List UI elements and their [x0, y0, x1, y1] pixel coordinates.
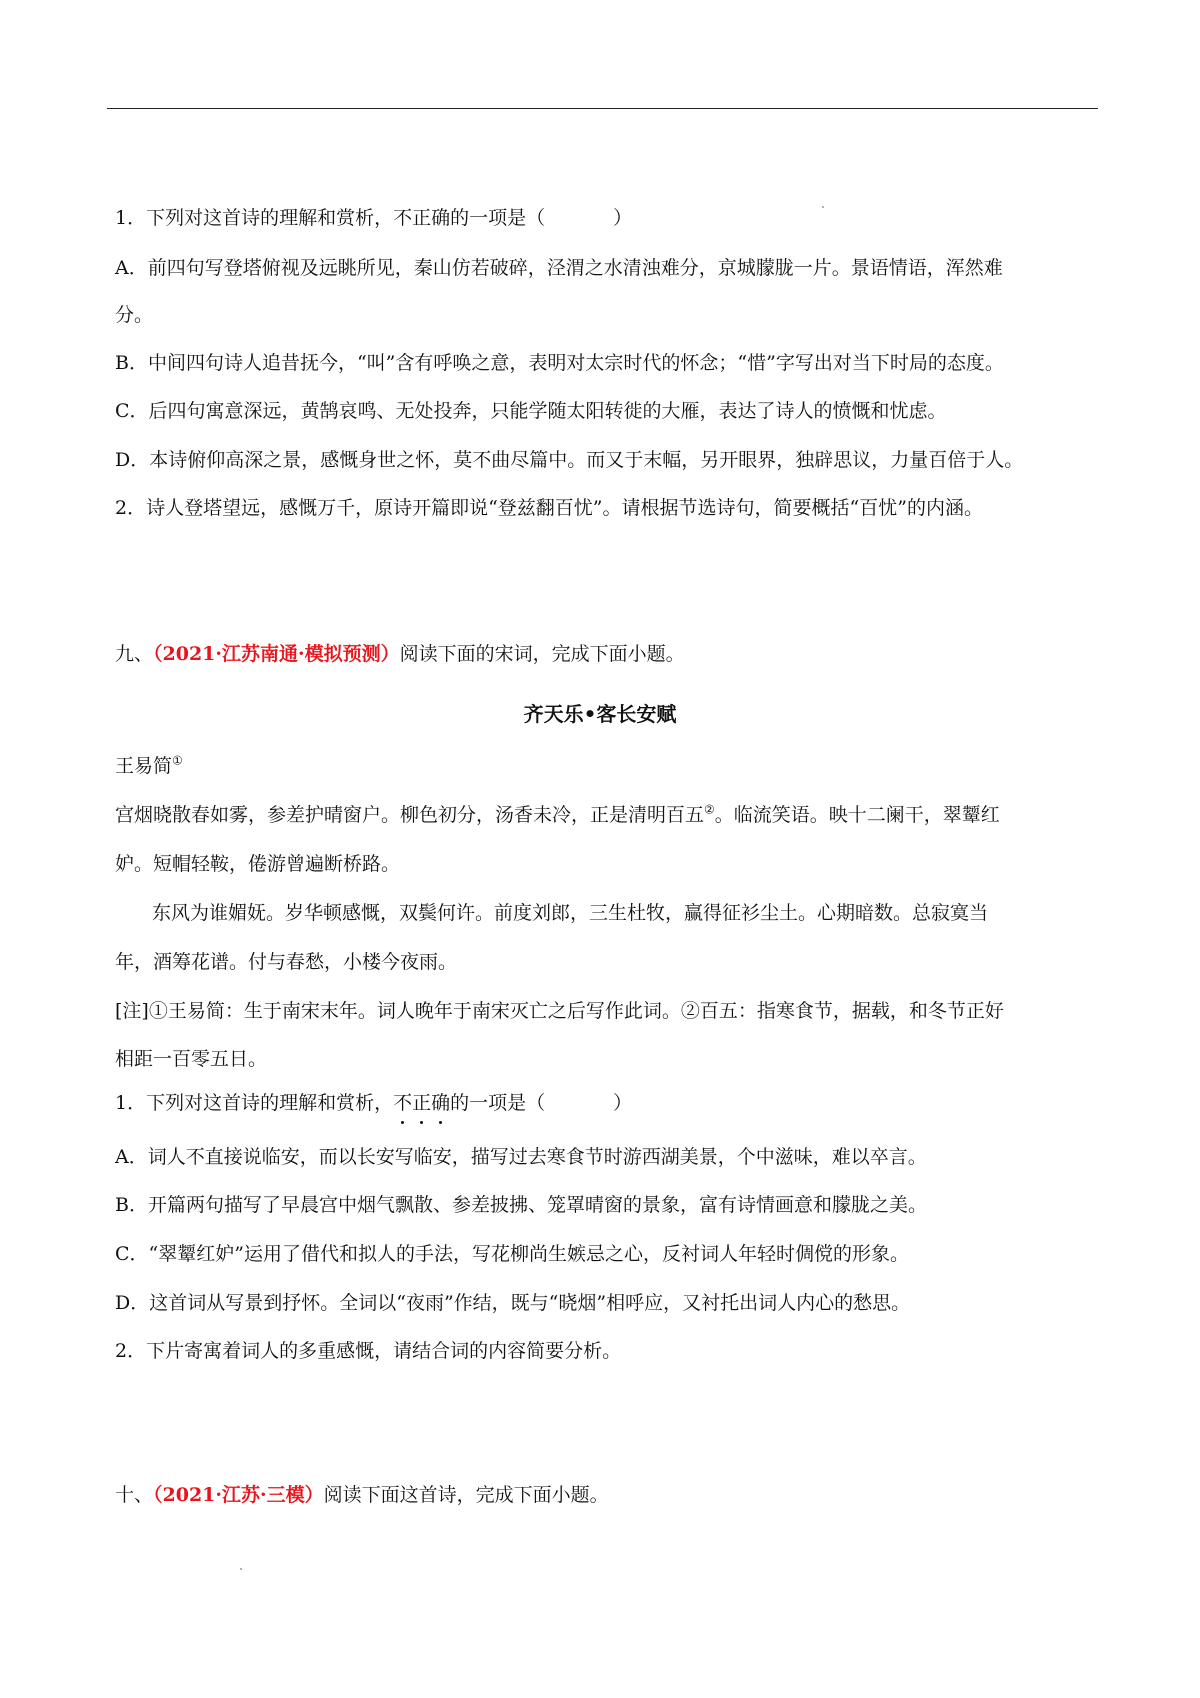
s9-q1-pre: 1．下列对这首诗的理解和赏析， [115, 1092, 394, 1114]
s9-option-c: C．“翠颦红妒”运用了借代和拟人的手法，写花柳尚生嫉忌之心，反衬词人年轻时倜傥的形象。 [115, 1243, 909, 1265]
poem-author [115, 752, 183, 780]
s9-q1-close: ） [613, 1092, 633, 1114]
s8-option-a-line2: 分。 [115, 304, 154, 326]
s9-question-2: 2．下片寄寓着词人的多重感慨，请结合词的内容简要分析。 [115, 1340, 622, 1362]
s10-number: 十、 [115, 1484, 154, 1506]
s9-option-a: A．词人不直接说临安，而以长安写临安，描写过去寒食节时游西湖美景，个中滋味，难以卒言。 [115, 1146, 927, 1168]
s8-question-2: 2．诗人登塔望远，感慨万千，原诗开篇即说“登兹翻百忧”。请根据节选诗句，简要概括“百忧”的内涵。 [115, 497, 983, 519]
s9-number: 九、 [115, 643, 154, 665]
s9-q1-post: 的一项是（ [450, 1092, 546, 1114]
poem-line-3: 东风为谁媚妩。岁华顿感慨，双鬓何许。前度刘郎，三生杜牧，赢得征衫尘土。心期暗数。总寂寞当 [152, 902, 989, 924]
s8-option-b: B．中间四句诗人追昔抚今，“叫”含有呼唤之意，表明对太宗时代的怀念；“惜”字写出对当下时局的态度。 [115, 352, 1004, 374]
scan-speck [822, 206, 824, 208]
s10-intro: 阅读下面这首诗，完成下面小题。 [323, 1484, 609, 1506]
poem-line-1 [115, 801, 1000, 829]
poem-note-mark: ② [704, 802, 715, 817]
s9-intro: 阅读下面的宋词，完成下面小题。 [399, 643, 685, 665]
s8-q1-text: 1．下列对这首诗的理解和赏析，不正确的一项是（ [115, 207, 546, 229]
header-rule [107, 108, 1098, 109]
emphasis-char: 正 [412, 1092, 432, 1114]
poem-title: 齐天乐•客长安赋 [523, 702, 677, 726]
s8-option-a-line1: A．前四句写登塔俯视及远眺所见，秦山仿若破碎，泾渭之水清浊难分，京城朦胧一片。景语情语，浑然难 [115, 257, 1003, 279]
note-line-2: 相距一百零五日。 [115, 1048, 268, 1070]
s10-source: （2021·江苏·三模） [153, 1484, 324, 1506]
poem-line-1b: 。临流笑语。映十二阑干，翠颦红 [714, 804, 1000, 826]
emphasis-char: 不 [393, 1092, 413, 1114]
poem-line-4: 年，酒筹花谱。付与春愁，小楼今夜雨。 [115, 951, 458, 973]
s9-option-d: D．这首词从写景到抒怀。全词以“夜雨”作结，既与“晓烟”相呼应，又衬托出词人内心的愁思。 [115, 1292, 911, 1314]
s9-heading [115, 640, 685, 668]
s9-option-b: B．开篇两句描写了早晨宫中烟气飘散、参差披拂、笼罩晴窗的景象，富有诗情画意和朦胧之美。 [115, 1194, 927, 1216]
s8-question-1 [115, 204, 632, 232]
s8-option-c: C．后四句寓意深远，黄鹄哀鸣、无处投奔，只能学随太阳转徙的大雁，表达了诗人的愤慨和忧虑。 [115, 400, 947, 422]
s10-heading [115, 1481, 609, 1509]
author-note-mark: ① [172, 753, 183, 768]
s9-question-1 [115, 1089, 632, 1117]
s8-q1-close: ） [613, 207, 633, 229]
emphasis-char: 确 [431, 1092, 451, 1114]
note-line-1: [注]①王易简：生于南宋末年。词人晚年于南宋灭亡之后写作此词。②百五：指寒食节，据载，和冬节正好 [115, 1000, 1004, 1022]
author-name: 王易简 [115, 755, 173, 777]
s9-source: （2021·江苏南通·模拟预测） [153, 643, 400, 665]
s8-option-d: D．本诗俯仰高深之景，感慨身世之怀，莫不曲尽篇中。而又于末幅，另开眼界，独辟思议，力量百倍于人。 [115, 449, 1024, 471]
poem-line-1a: 宫烟晓散春如雾，参差护晴窗户。柳色初分，汤香未冷，正是清明百五 [115, 804, 705, 826]
scan-speck [240, 1568, 242, 1570]
poem-line-2: 妒。短帽轻鞍，倦游曾遍断桥路。 [115, 853, 401, 875]
